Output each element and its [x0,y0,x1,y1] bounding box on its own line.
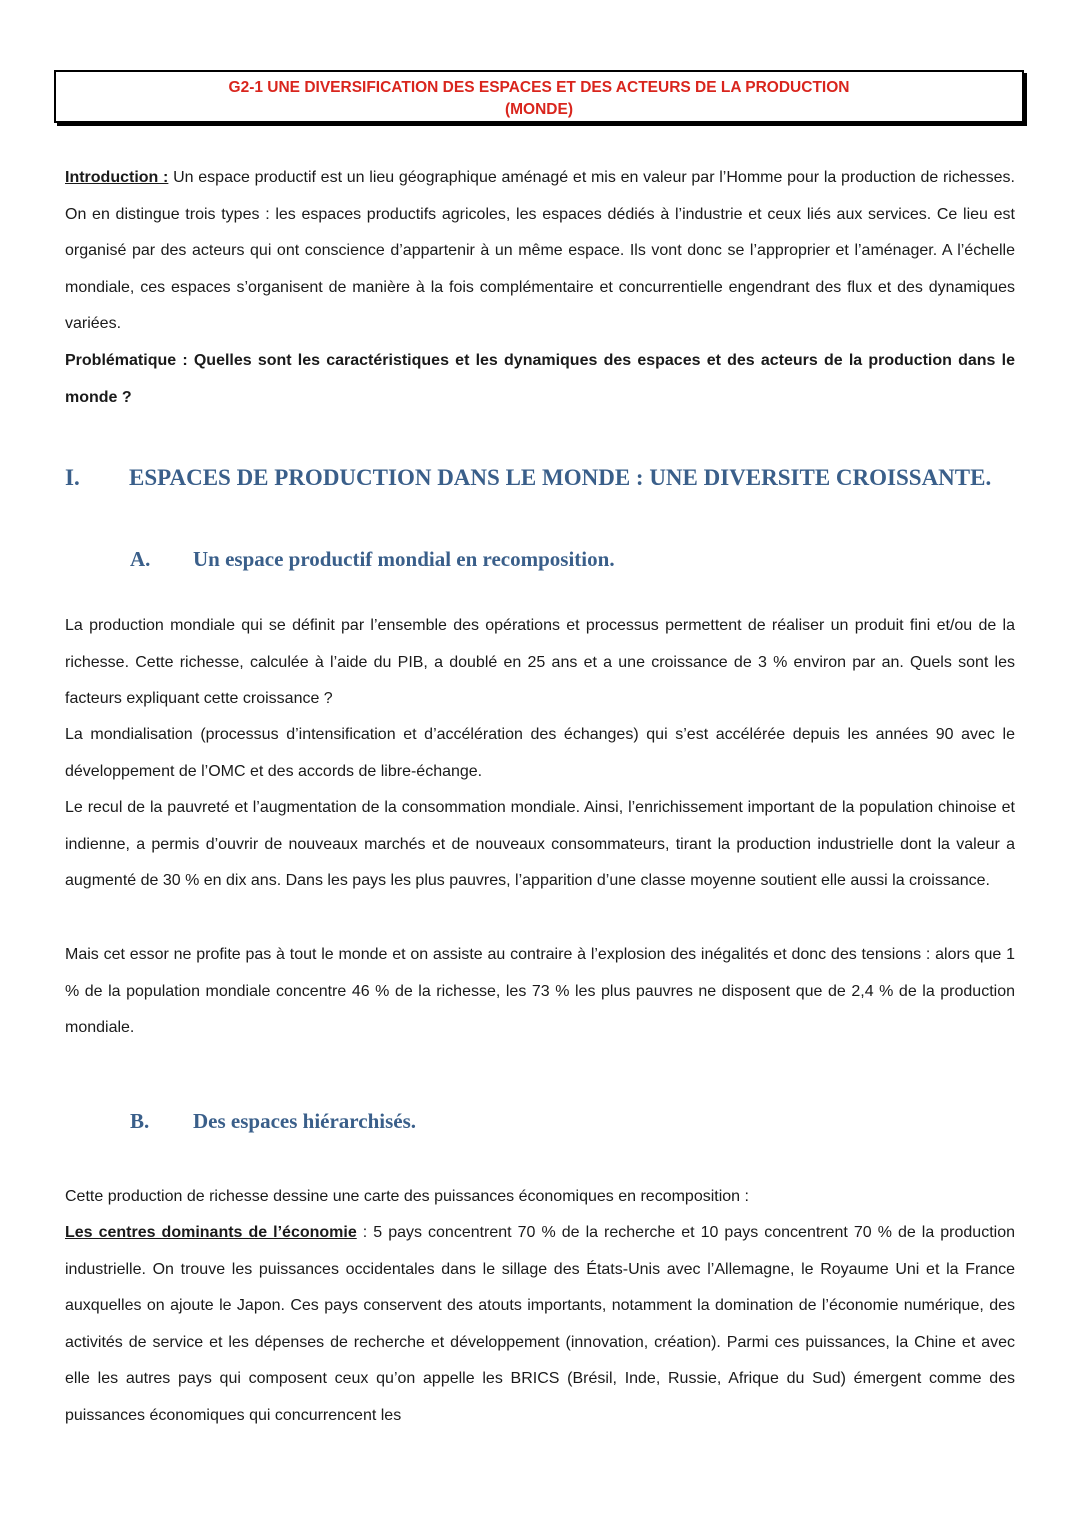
section-a-title: Un espace productif mondial en recomposition. [193,547,615,571]
problematique-paragraph: Problématique : Quelles sont les caractéristiques et les dynamiques des espaces et des acteurs de la production dans le monde ? [65,352,1015,406]
section-a-paragraph-3: Le recul de la pauvreté et l’augmentation de la consommation mondiale. Ainsi, l’enrichissement important de la population chinoise et indienne, a permis d’ouvrir de nouveaux marchés et de nouveaux consommateurs, tirant la production industrielle dont la valeur a augmenté de 30 % en dix ans. Dans les pays les plus pauvres, l’apparition d’une classe moyenne soutient elle aussi la croissance. [65,799,1015,889]
section-a-paragraph-2: La mondialisation (processus d’intensification et d’accélération des échanges) qui s’est accélérée depuis les années 90 avec le développement de l’OMC et des accords de libre-échange. [65,726,1015,780]
section-b-title: Des espaces hiérarchisés. [193,1109,416,1133]
introduction-label: Introduction : [65,169,169,186]
introduction-text: Un espace productif est un lieu géographique aménagé et mis en valeur par l’Homme pour la production de richesses. On en distingue trois types : les espaces productifs agricoles, les espaces dédiés à l’industrie et ceux liés aux services. Ce lieu est organisé par des acteurs qui ont conscience d’appartenir à un même espace. Ils vont donc se l’approprier et l’aménager. A l’échelle mondiale, ces espaces s’organisent de manière à la fois complémentaire et concurrentielle engendrant des flux et des dynamiques variées. [65,169,1015,332]
dominant-centers-separator: : [356,1224,374,1241]
section-a-paragraph-1: La production mondiale qui se définit par l’ensemble des opérations et processus permettent de réaliser un produit fini et/ou de la richesse. Cette richesse, calculée à l’aide du PIB, a doublé en 25 ans et a une croissance de 3 % environ par an. Quels sont les facteurs expliquant cette croissance ? [65,617,1015,707]
section-b-paragraph-2 [65,1215,1015,1434]
dominant-centers-label: Les centres dominants de l’économie [65,1224,357,1241]
dominant-centers-text: 5 pays concentrent 70 % de la recherche et 10 pays concentrent 70 % de la production industrielle. On trouve les puissances occidentales dans le sillage des États-Unis avec l’Allemagne, le Royaume Uni et la France auxquelles on ajoute le Japon. Ces pays conservent des atouts importants, notamment la domination de l’économie numérique, des activités de service et les dépenses de recherche et développement (innovation, création). Parmi ces puissances, la Chine et avec elle les autres pays qui composent ceux qu’on appelle les BRICS (Brésil, Inde, Russie, Afrique du Sud) émergent comme des puissances économiques qui concurrencent les [65,1224,1015,1424]
section-a-number: A. [130,547,151,571]
section-b-number: B. [130,1109,150,1133]
introduction-paragraph [65,160,1015,343]
title-box [54,70,1024,123]
title-line-2: (MONDE) [504,101,574,118]
title-line-1: G2-1 UNE DIVERSIFICATION DES ESPACES ET DES ACTEURS DE LA PRODUCTION [228,79,850,96]
section-1-number: I. [65,465,80,490]
section-b-paragraph-1: Cette production de richesse dessine une carte des puissances économiques en recomposition : [65,1188,749,1205]
section-1-title: ESPACES DE PRODUCTION DANS LE MONDE : UNE DIVERSITE CROISSANTE. [129,465,992,490]
section-a-paragraph-4: Mais cet essor ne profite pas à tout le monde et on assiste au contraire à l’explosion des inégalités et donc des tensions : alors que 1 % de la population mondiale concentre 46 % de la richesse, les 73 % les plus pauvres ne disposent que de 2,4 % de la production mondiale. [65,946,1015,1036]
